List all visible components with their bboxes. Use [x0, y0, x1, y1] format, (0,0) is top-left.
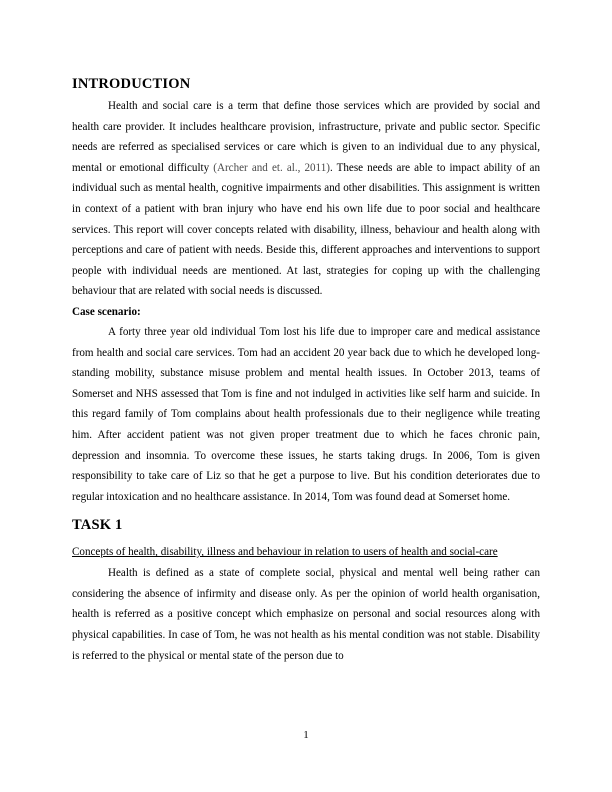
introduction-text-end: . These needs are able to impact ability of an individual such as mental health, cognitive impairments and other disabilities. This assignment is written in context of a patient with bran injury who have end his own life due to poor social and healthcare services. This report will cover concepts related with disability, illness, behaviour and health along with perceptions and care of patient with needs. Beside this, different approaches and interventions to support people with individual needs are mentioned. At last, strategies for coping up with the challenging behaviour that are related with social needs is discussed. [72, 161, 540, 298]
page-number: 1 [303, 729, 309, 741]
case-scenario-paragraph: A forty three year old individual Tom lost his life due to improper care and medical assistance from health and social care services. Tom had an accident 20 year back due to which he developed long-standing mobility, substance misuse problem and mental health issues. In October 2013, teams of Somerset and NHS assessed that Tom is fine and not indulged in activities like self harm and suicide. In this regard family of Tom complains about health professionals due to their negligence while treating him. After accident patient was not given proper treatment due to which he faces chronic pain, depression and insomnia. To overcome these issues, he starts taking drugs. In 2006, Tom is given responsibility to take care of Liz so that he get a purpose to live. But his condition deteriorates due to regular intoxication and no healthcare assistance. In 2014, Tom was found dead at Somerset home. [72, 325, 540, 503]
task1-subheading: Concepts of health, disability, illness and behaviour in relation to users of health and social-care [72, 546, 498, 559]
citation: (Archer and et. al., 2011) [213, 161, 330, 174]
task1-paragraph: Health is defined as a state of complete social, physical and mental well being rather can considering the absence of infirmity and disease only. As per the opinion of world health organisation, health is referred as a positive concept which emphasize on personal and social resources along with physical capabilities. In case of Tom, he was not health as his mental condition was not stable. Disability is referred to the physical or mental state of the person due to [72, 567, 540, 662]
introduction-text-start: Health and social care is a term that define those services which are provided by social and health care provider. It includes healthcare provision, infrastructure, private and public sector. Specific needs are referred as specialised services or care which is given to an individual due to any physical, mental or emotional difficulty [72, 100, 540, 174]
case-scenario-heading: Case scenario: [72, 305, 141, 318]
task1-heading: TASK 1 [72, 517, 123, 534]
introduction-paragraph [72, 96, 540, 302]
document-page [72, 76, 540, 666]
introduction-heading: INTRODUCTION [72, 76, 191, 92]
